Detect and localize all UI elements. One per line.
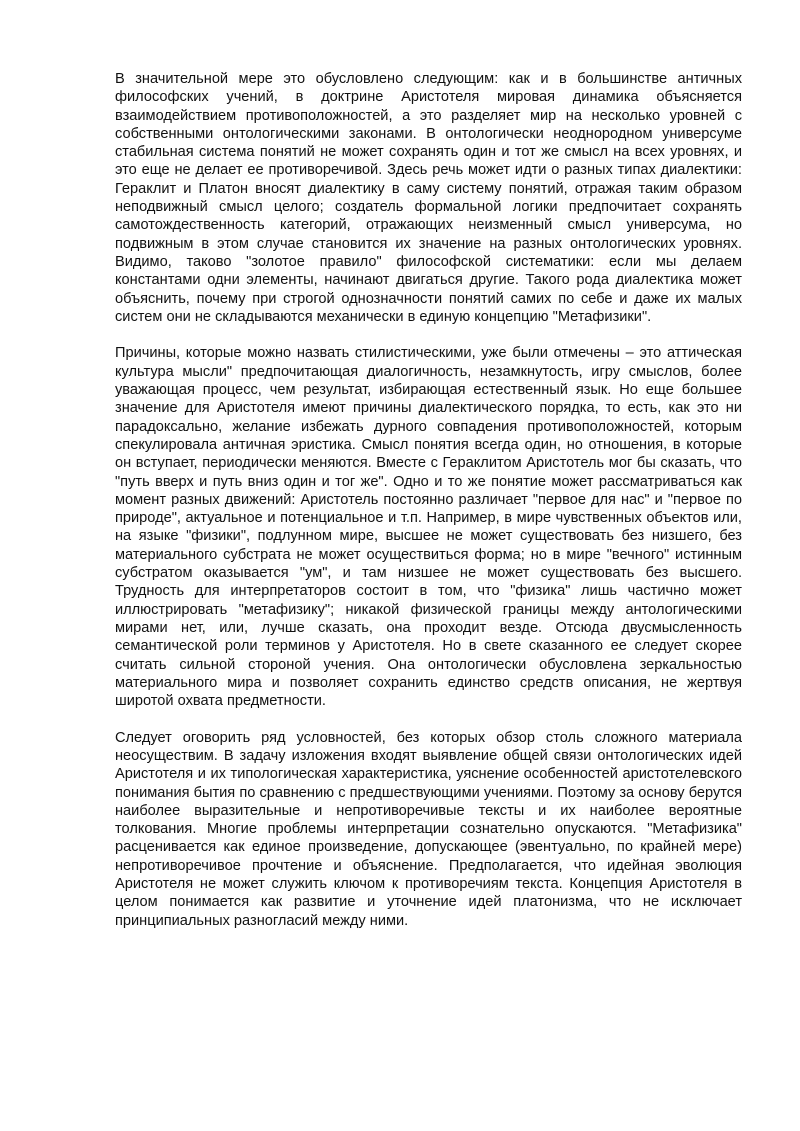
- document-page: [115, 70, 742, 948]
- paragraph-1: В значительной мере это обусловлено следующим: как и в большинстве античных философских учений, в доктрине Аристотеля мировая динамика объясняется взаимодействием противоположностей, а это разделяет мир на несколько уровней с собственными онтологическими законами. В онтологически неоднородном универсуме стабильная система понятий не может сохранять один и тот же смысл на всех уровнях, и это еще не делает ее противоречивой. Здесь речь может идти о разных типах диалектики: Гераклит и Платон вносят диалектику в саму систему понятий, отражая таким образом неподвижный смысл целого; создатель формальной логики предпочитает сохранять самотождественность категорий, отражающих неизменный смысл универсума, но подвижным в этом случае становится их значение на разных онтологических уровнях. Видимо, таково "золотое правило" философской систематики: если мы делаем константами одни элементы, начинают двигаться другие. Такого рода диалектика может объяснить, почему при строгой однозначности понятий самих по себе и даже их малых систем они не складываются механически в единую концепцию "Метафизики".: [115, 71, 742, 325]
- paragraph-3: Следует оговорить ряд условностей, без которых обзор столь сложного материала неосуществим. В задачу изложения входят выявление общей связи онтологических идей Аристотеля и их типологическая характеристика, уяснение особенностей аристотелевского понимания бытия по сравнению с предшествующими учениями. Поэтому за основу берутся наиболее выразительные и непротиворечивые тексты и их наиболее вероятные толкования. Многие проблемы интерпретации сознательно опускаются. "Метафизика" расценивается как единое произведение, допускающее (эвентуально, по крайней мере) непротиворечивое прочтение и объяснение. Предполагается, что идейная эволюция Аристотеля не может служить ключом к противоречиям текста. Концепция Аристотеля в целом понимается как развитие и уточнение идей платонизма, что не исключает принципиальных разногласий между ними.: [115, 729, 742, 929]
- paragraph-2: Причины, которые можно назвать стилистическими, уже были отмечены – это аттическая культура мысли" предпочитающая диалогичность, незамкнутость, игру смыслов, более уважающая процесс, чем результат, избирающая естественный язык. Но еще большее значение для Аристотеля имеют причины диалектического порядка, то есть, как это ни парадоксально, желание избежать дурного совпадения противоположностей, которым спекулировала античная эристика. Смысл понятия всегда один, но отношения, в которые он вступает, периодически меняются. Вместе с Гераклитом Аристотель мог бы сказать, что "путь вверх и путь вниз один и тог же". Одно и то же понятие может рассматриваться как момент разных движений: Аристотель постоянно различает "первое для нас" и "первое по природе", актуальное и потенциальное и т.п. Например, в мире чувственных объектов или, на языке "физики", подлунном мире, высшее не может существовать без низшего, без материального субстрата не может осуществиться форма; но в мире "вечного" истинным субстратом оказывается "ум", и там низшее не может существовать без высшего. Трудность для интерпретаторов состоит в том, что "физика" лишь частично может иллюстрировать "метафизику"; никакой физической границы между антологическими мирами нет, или, лучше сказать, она проходит везде. Отсюда двусмысленность семантической роли терминов у Аристотеля. Но в свете сказанного ее следует скорее считать сильной стороной учения. Она онтологически обусловлена зеркальностью материального мира и позволяет сохранить единство средств описания, не жертвуя широтой охвата предметности.: [115, 345, 742, 710]
